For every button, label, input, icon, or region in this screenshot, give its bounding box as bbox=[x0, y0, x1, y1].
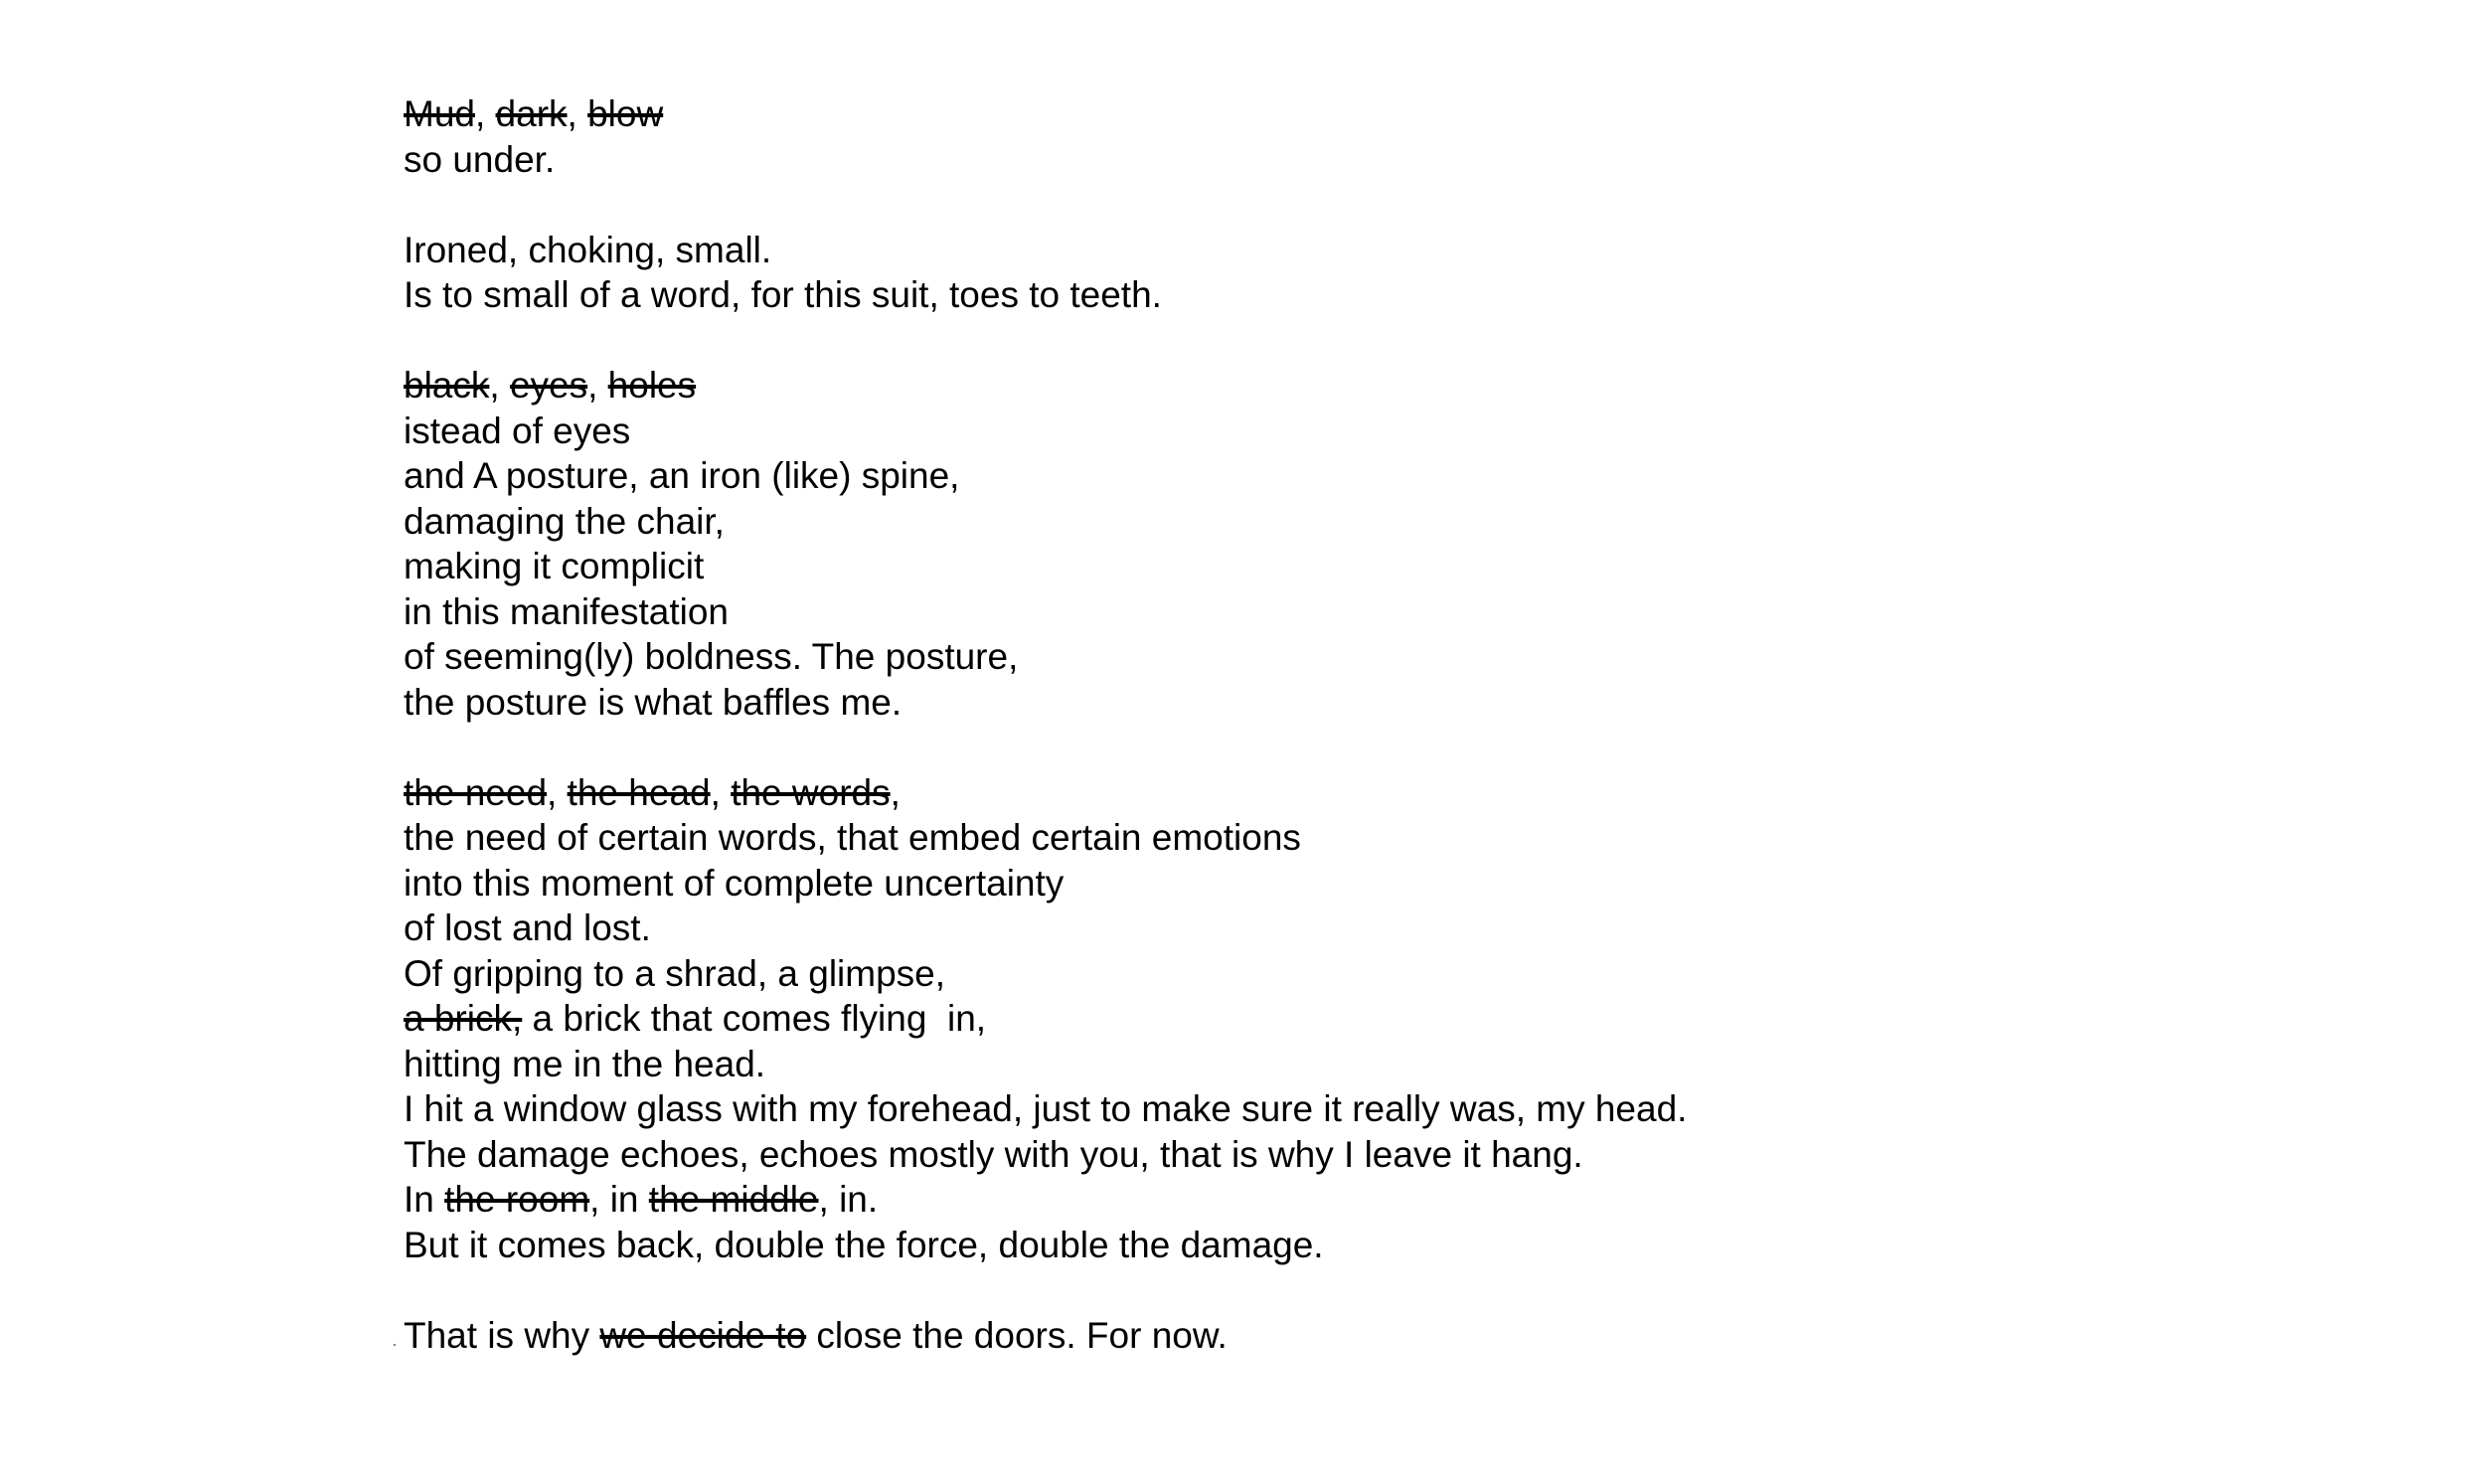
poem-line bbox=[404, 861, 1687, 907]
line-text: the need of certain words, that embed certain emotions bbox=[404, 817, 1301, 858]
struck-text: Mud bbox=[404, 93, 475, 134]
poem-line bbox=[404, 951, 1687, 997]
line-text: Of gripping to a shrad, a glimpse, bbox=[404, 952, 946, 994]
line-text: , bbox=[567, 93, 588, 134]
poem-line bbox=[404, 91, 1687, 137]
line-text: The damage echoes, echoes mostly with you, that is why I leave it hang. bbox=[404, 1133, 1583, 1175]
line-text: That is why bbox=[404, 1314, 600, 1356]
line-text: , in bbox=[589, 1179, 649, 1220]
line-text: close the doors. For now. bbox=[806, 1314, 1228, 1356]
poem-line bbox=[404, 996, 1687, 1042]
line-text: Ironed, choking, small. bbox=[404, 229, 772, 270]
struck-text: eyes bbox=[509, 365, 588, 406]
poem-line bbox=[404, 815, 1687, 861]
line-text: I hit a window glass with my forehead, just to make sure it really was, my head. bbox=[404, 1088, 1688, 1129]
struck-text: we decide to bbox=[599, 1314, 807, 1356]
line-text: , bbox=[587, 365, 608, 406]
poem-line bbox=[404, 137, 1687, 183]
line-text: and A posture, an iron (like) spine, bbox=[404, 455, 960, 496]
struck-text: the middle bbox=[648, 1179, 819, 1220]
poem-line bbox=[404, 680, 1687, 726]
poem-line bbox=[404, 544, 1687, 589]
poem-line bbox=[404, 453, 1687, 499]
struck-text: the head bbox=[567, 771, 711, 813]
line-text: hitting me in the head. bbox=[404, 1043, 766, 1084]
line-text: of lost and lost. bbox=[404, 907, 651, 948]
line-text: of seeming(ly) boldness. The posture, bbox=[404, 636, 1019, 677]
poem-line bbox=[404, 634, 1687, 680]
poem-line bbox=[404, 499, 1687, 545]
line-text: In bbox=[404, 1179, 445, 1220]
struck-text: holes bbox=[607, 365, 697, 406]
line-text: , bbox=[547, 771, 568, 813]
struck-text: black bbox=[404, 365, 490, 406]
line-text: istead of eyes bbox=[404, 410, 631, 451]
blank-line bbox=[404, 318, 1687, 364]
blank-line bbox=[404, 725, 1687, 770]
poem-line bbox=[404, 1223, 1687, 1268]
stray-mark bbox=[394, 1344, 396, 1346]
poem-line bbox=[404, 589, 1687, 635]
line-text: , bbox=[890, 771, 901, 813]
poem-line bbox=[404, 906, 1687, 951]
poem-line bbox=[404, 1313, 1687, 1359]
line-text: , bbox=[474, 93, 496, 134]
line-text: making it complicit bbox=[404, 546, 705, 586]
struck-text: the words bbox=[731, 771, 891, 813]
line-text: so under. bbox=[404, 138, 556, 180]
poem-line bbox=[404, 770, 1687, 816]
struck-text: blow bbox=[587, 93, 664, 134]
poem-text-body bbox=[404, 91, 1687, 1358]
poem-line bbox=[404, 228, 1687, 273]
blank-line bbox=[404, 182, 1687, 228]
line-text: , in. bbox=[818, 1179, 879, 1220]
line-text: the posture is what baffles me. bbox=[404, 681, 903, 723]
line-text: Is to small of a word, for this suit, toes to teeth. bbox=[404, 274, 1162, 315]
poem-line bbox=[404, 1132, 1687, 1178]
struck-text: dark bbox=[495, 93, 568, 134]
line-text: damaging the chair, bbox=[404, 500, 725, 542]
poem-line bbox=[404, 363, 1687, 409]
poem-line bbox=[404, 1086, 1687, 1132]
line-text: But it comes back, double the force, double the damage. bbox=[404, 1224, 1324, 1265]
line-text: , bbox=[710, 771, 732, 813]
struck-text: a brick, bbox=[404, 998, 523, 1039]
line-text: in this manifestation bbox=[404, 590, 730, 632]
blank-line bbox=[404, 1267, 1687, 1313]
line-text: into this moment of complete uncertainty bbox=[404, 862, 1065, 904]
line-text: a brick that comes flying in, bbox=[522, 998, 987, 1039]
poem-line bbox=[404, 272, 1687, 318]
struck-text: the room bbox=[444, 1179, 590, 1220]
line-text: , bbox=[489, 365, 510, 406]
poem-line bbox=[404, 409, 1687, 454]
struck-text: the need bbox=[404, 771, 548, 813]
poem-line bbox=[404, 1177, 1687, 1223]
poem-line bbox=[404, 1042, 1687, 1087]
